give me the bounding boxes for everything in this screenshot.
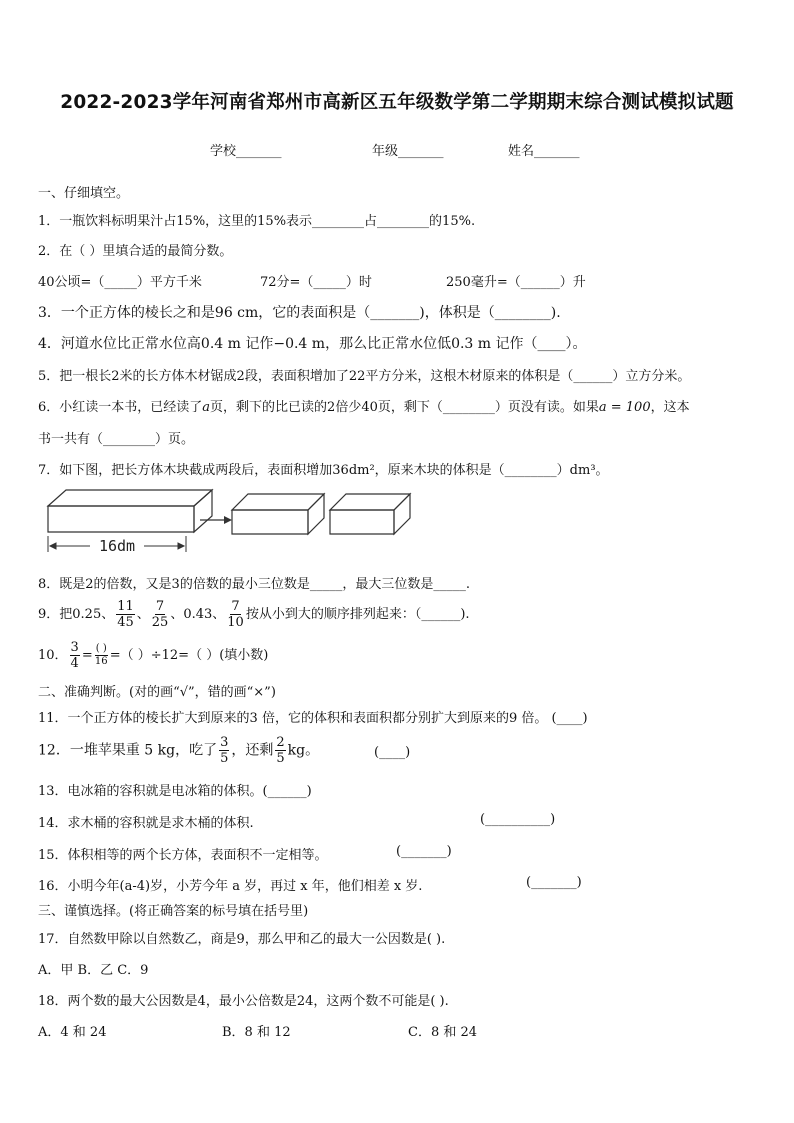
fraction-2-5: $\frac{2}{5}$ bbox=[276, 735, 285, 766]
question-12 bbox=[38, 736, 319, 765]
question-13: 13．电冰箱的容积就是电冰箱的体积。(______) bbox=[38, 784, 312, 799]
question-3: 3．一个正方体的棱长之和是96 cm，它的表面积是（_______)，体积是（________). bbox=[38, 305, 561, 321]
question-16-answer-blank: (_______) bbox=[526, 875, 582, 890]
question-15-answer-blank: (_______) bbox=[396, 844, 452, 859]
fraction-11-45: $\frac{11}{45}$ bbox=[117, 599, 134, 630]
question-6-var-a: a bbox=[202, 400, 211, 415]
question-6-condition: a = 100 bbox=[598, 400, 651, 415]
dimension-label: 16dm bbox=[98, 537, 136, 555]
question-15: 15．体积相等的两个长方体，表面积不一定相等。 bbox=[38, 848, 328, 863]
fraction-7-10: $\frac{7}{10}$ bbox=[227, 599, 244, 630]
question-6-text-a: 6．小红读一本书，已经读了 bbox=[38, 400, 203, 415]
question-14-answer-blank: (__________) bbox=[480, 812, 556, 827]
fraction-7-25: $\frac{7}{25}$ bbox=[151, 599, 169, 630]
question-11: 11．一个正方体的棱长扩大到原来的3 倍，它的体积和表面积都分别扩大到原来的9 倍。 (____) bbox=[38, 711, 588, 726]
question-14: 14．求木桶的容积就是求木桶的体积. bbox=[38, 816, 254, 831]
question-16: 16．小明今年(a-4)岁，小芳今年 a 岁，再过 x 年，他们相差 x 岁. bbox=[38, 879, 423, 894]
question-9-text-a: 9．把0.25、 bbox=[38, 607, 115, 622]
section-2-heading: 二、准确判断。(对的画“√”，错的画“×”) bbox=[38, 685, 276, 700]
question-8: 8．既是2的倍数，又是3的倍数的最小三位数是_____，最大三位数是_____. bbox=[38, 577, 470, 592]
question-12-text-c: kg。 bbox=[287, 742, 320, 759]
question-6-text-b: 页，剩下的比已读的2倍少40页，剩下（________）页没有读。如果 bbox=[210, 400, 599, 415]
question-6 bbox=[38, 396, 690, 415]
question-12-answer-blank: (____) bbox=[374, 745, 411, 760]
question-1: 1．一瓶饮料标明果汁占15%，这里的15%表示________占________的15%. bbox=[38, 214, 476, 229]
fraction-blank-16: $\frac{( )}{16}$ bbox=[94, 643, 108, 667]
section-3-heading: 三、谨慎选择。(将正确答案的标号填在括号里) bbox=[38, 904, 309, 919]
name-field: 姓名_______ bbox=[508, 144, 580, 159]
question-18-option-b: B．8 和 12 bbox=[222, 1025, 291, 1040]
question-5: 5．把一根长2米的长方体木材锯成2段，表面积增加了22平方分米，这根木材原来的体积是（______）立方分米。 bbox=[38, 369, 691, 384]
page-title: 2022-2023学年河南省郑州市高新区五年级数学第二学期期末综合测试模拟试题 bbox=[60, 92, 734, 113]
question-12-text-a: 12．一堆苹果重 5 kg，吃了 bbox=[38, 742, 218, 759]
question-10-text-b: =（ ）÷12=（ ）(填小数) bbox=[109, 648, 269, 663]
long-block-shape bbox=[48, 490, 212, 532]
question-9: 9．把0.25、 $\frac{11}{45}$ 、 $\frac{7}{25}$ 、0.43、 $\frac{7}{10}$ 按从小到大的顺序排列起来：（______). bbox=[38, 599, 470, 630]
question-2-part-b: 72分=（_____）时 bbox=[260, 275, 372, 290]
question-10: 10． $\frac{3}{4}$ = $\frac{( )}{16}$ =（ ）÷12=（ ）(填小数) bbox=[38, 640, 269, 671]
cut-block-right-shape bbox=[330, 494, 410, 534]
section-1-heading: 一、仔细填空。 bbox=[38, 186, 130, 201]
question-9-text-b: 、0.43、 bbox=[170, 607, 226, 622]
question-9-text-c: 按从小到大的顺序排列起来：（______). bbox=[245, 607, 470, 622]
question-18: 18．两个数的最大公因数是4，最小公倍数是24，这两个数不可能是( ). bbox=[38, 994, 449, 1009]
grade-field: 年级_______ bbox=[372, 144, 444, 159]
question-7: 7．如下图，把长方体木块截成两段后，表面积增加36dm²，原来木块的体积是（________）dm³。 bbox=[38, 463, 609, 478]
question-10-number: 10． bbox=[38, 648, 68, 663]
fraction-3-5: $\frac{3}{5}$ bbox=[220, 735, 229, 766]
question-6-continued: 书一共有（________）页。 bbox=[38, 432, 195, 447]
question-2: 2．在（ ）里填合适的最简分数。 bbox=[38, 244, 233, 259]
question-2-part-c: 250毫升=（______）升 bbox=[446, 275, 586, 290]
school-field: 学校_______ bbox=[210, 144, 282, 159]
question-4: 4．河道水位比正常水位高0.4 m 记作−0.4 m，那么比正常水位低0.3 m 记作（____）。 bbox=[38, 336, 587, 352]
question-18-option-c: C．8 和 24 bbox=[408, 1025, 478, 1040]
question-7-figure bbox=[40, 484, 420, 556]
question-12-text-b: ，还剩 bbox=[231, 742, 274, 759]
cut-block-left-shape bbox=[232, 494, 324, 534]
fraction-3-4: $\frac{3}{4}$ bbox=[70, 640, 79, 671]
question-17: 17．自然数甲除以自然数乙，商是9，那么甲和乙的最大一公因数是( ). bbox=[38, 932, 446, 947]
question-18-option-a: A．4 和 24 bbox=[38, 1025, 107, 1040]
question-2-part-a: 40公顷=（_____）平方千米 bbox=[38, 275, 202, 290]
question-6-text-d: ，这本 bbox=[650, 400, 690, 415]
question-17-options: A．甲 B．乙 C．9 bbox=[38, 963, 149, 978]
